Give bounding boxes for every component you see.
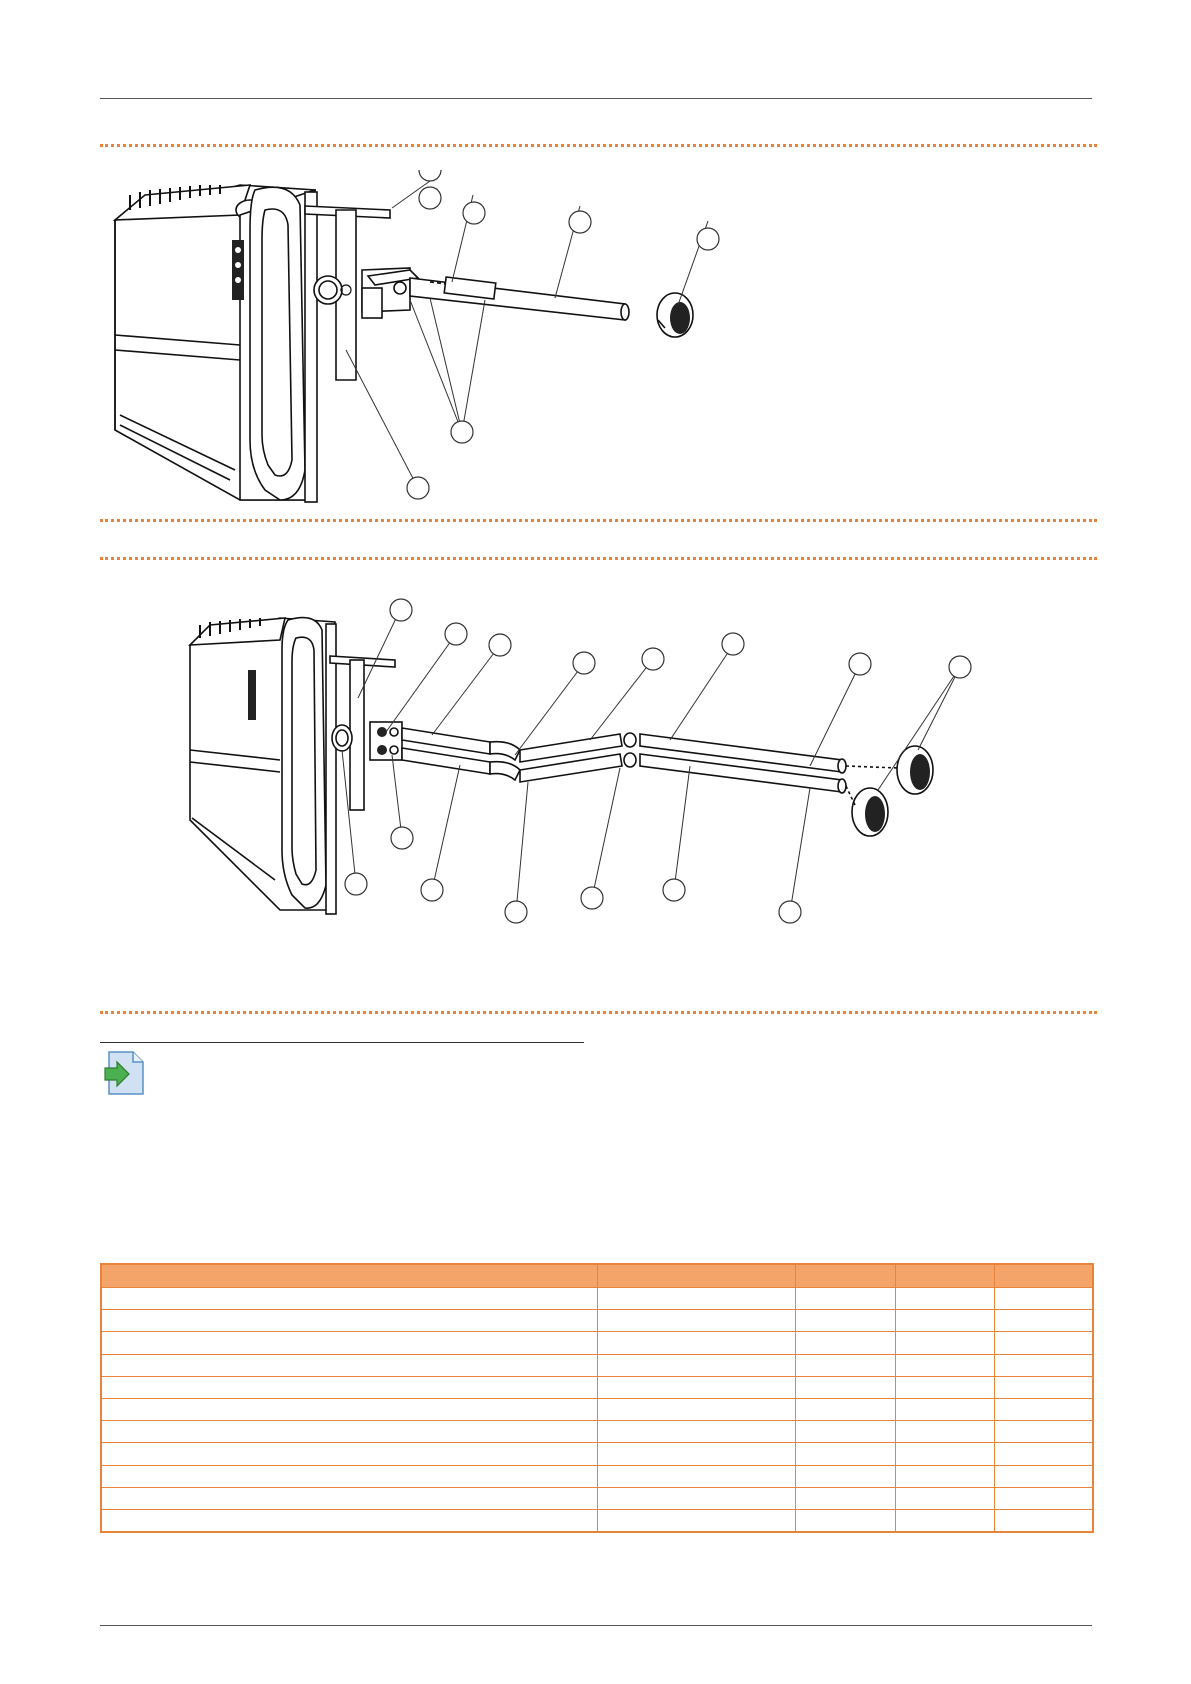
table-row (101, 1421, 1093, 1443)
table-cell (597, 1443, 795, 1465)
callout-b4 (505, 901, 527, 923)
section-divider-2-top (100, 557, 1097, 560)
table-row (101, 1376, 1093, 1398)
section-divider-2-bottom (100, 1011, 1097, 1014)
table-cell (994, 1354, 1093, 1376)
flue-pipe-drawing (410, 277, 629, 320)
table-row (101, 1487, 1093, 1509)
table-cell (101, 1443, 597, 1465)
table-cell (795, 1354, 895, 1376)
callout-6 (407, 477, 429, 499)
callout-3 (569, 211, 591, 233)
callout-b6 (663, 879, 685, 901)
table-row (101, 1509, 1093, 1532)
table-header-cell (597, 1264, 795, 1288)
table-cell (795, 1310, 895, 1332)
table-cell (101, 1310, 597, 1332)
table-cell (101, 1487, 597, 1509)
callout-2 (463, 202, 485, 224)
heater-unit-drawing-2 (190, 618, 336, 914)
callout-1 (419, 170, 441, 181)
table-cell (795, 1332, 895, 1354)
table-cell (994, 1376, 1093, 1398)
table-cell (895, 1332, 994, 1354)
table-cell (101, 1509, 597, 1532)
table-cell (795, 1398, 895, 1420)
callout-1b (419, 187, 441, 209)
callout-a4 (573, 652, 595, 674)
note-rule (100, 1042, 584, 1043)
heater-unit-drawing (115, 185, 317, 502)
section-divider-1-top (100, 144, 1097, 147)
table-cell (795, 1487, 895, 1509)
split-adapter-drawing (370, 722, 402, 760)
callout-b1 (391, 827, 413, 849)
callout-a1 (390, 599, 412, 621)
table-cell (895, 1443, 994, 1465)
footer-rule (100, 1625, 1092, 1626)
table-cell (597, 1288, 795, 1310)
table-cell (597, 1332, 795, 1354)
table-cell (597, 1487, 795, 1509)
document-arrow-icon (103, 1050, 147, 1096)
table-cell (994, 1332, 1093, 1354)
table-cell (994, 1398, 1093, 1420)
table-cell (795, 1465, 895, 1487)
table-header-cell (895, 1264, 994, 1288)
callout-a5 (642, 648, 664, 670)
table-cell (101, 1465, 597, 1487)
table-cell (101, 1332, 597, 1354)
callout-b3 (421, 879, 443, 901)
table-cell (597, 1421, 795, 1443)
header-rule (100, 98, 1092, 99)
table-row (101, 1332, 1093, 1354)
table-cell (895, 1354, 994, 1376)
table-cell (994, 1509, 1093, 1532)
table-cell (597, 1310, 795, 1332)
table-row (101, 1310, 1093, 1332)
table-cell (895, 1465, 994, 1487)
table-cell (895, 1509, 994, 1532)
table-row (101, 1288, 1093, 1310)
table-cell (597, 1465, 795, 1487)
table-cell (994, 1443, 1093, 1465)
table-row (101, 1465, 1093, 1487)
table-cell (994, 1465, 1093, 1487)
table-header-cell (795, 1264, 895, 1288)
table-cell (994, 1310, 1093, 1332)
table-cell (895, 1288, 994, 1310)
table-cell (597, 1354, 795, 1376)
table-cell (895, 1398, 994, 1420)
callout-b5 (581, 887, 603, 909)
table-cell (101, 1376, 597, 1398)
table-cell (895, 1487, 994, 1509)
table-cell (994, 1288, 1093, 1310)
table-cell (597, 1376, 795, 1398)
table-cell (795, 1443, 895, 1465)
table-cell (101, 1288, 597, 1310)
callout-a8 (949, 656, 971, 678)
table-row (101, 1398, 1093, 1420)
table-cell (994, 1487, 1093, 1509)
callout-a3 (489, 634, 511, 656)
table-cell (895, 1421, 994, 1443)
table-row (101, 1354, 1093, 1376)
table-header-cell (994, 1264, 1093, 1288)
table-cell (895, 1310, 994, 1332)
table-row (101, 1443, 1093, 1465)
table-cell (895, 1376, 994, 1398)
table-cell (101, 1354, 597, 1376)
figure-split-flue-kit (170, 590, 1030, 930)
callout-5 (451, 421, 473, 443)
callout-b2 (345, 873, 367, 895)
table-cell (795, 1421, 895, 1443)
parts-table (100, 1263, 1094, 1533)
table-header-row (101, 1264, 1093, 1288)
table-cell (101, 1421, 597, 1443)
table-cell (101, 1398, 597, 1420)
section-divider-1-bottom (100, 519, 1097, 522)
table-cell (994, 1421, 1093, 1443)
table-cell (795, 1376, 895, 1398)
table-cell (597, 1398, 795, 1420)
figure-horizontal-flue-kit (100, 170, 1000, 510)
terminal-cap-drawing (657, 293, 693, 337)
table-cell (795, 1288, 895, 1310)
split-pipes-drawing (402, 728, 846, 793)
table-header-cell (101, 1264, 597, 1288)
terminal-caps-drawing (846, 746, 933, 836)
callout-4 (697, 228, 719, 250)
table-cell (795, 1509, 895, 1532)
callout-b7 (779, 901, 801, 923)
table-cell (597, 1509, 795, 1532)
callout-a2 (445, 623, 467, 645)
callout-a7 (849, 653, 871, 675)
callout-a6 (722, 633, 744, 655)
